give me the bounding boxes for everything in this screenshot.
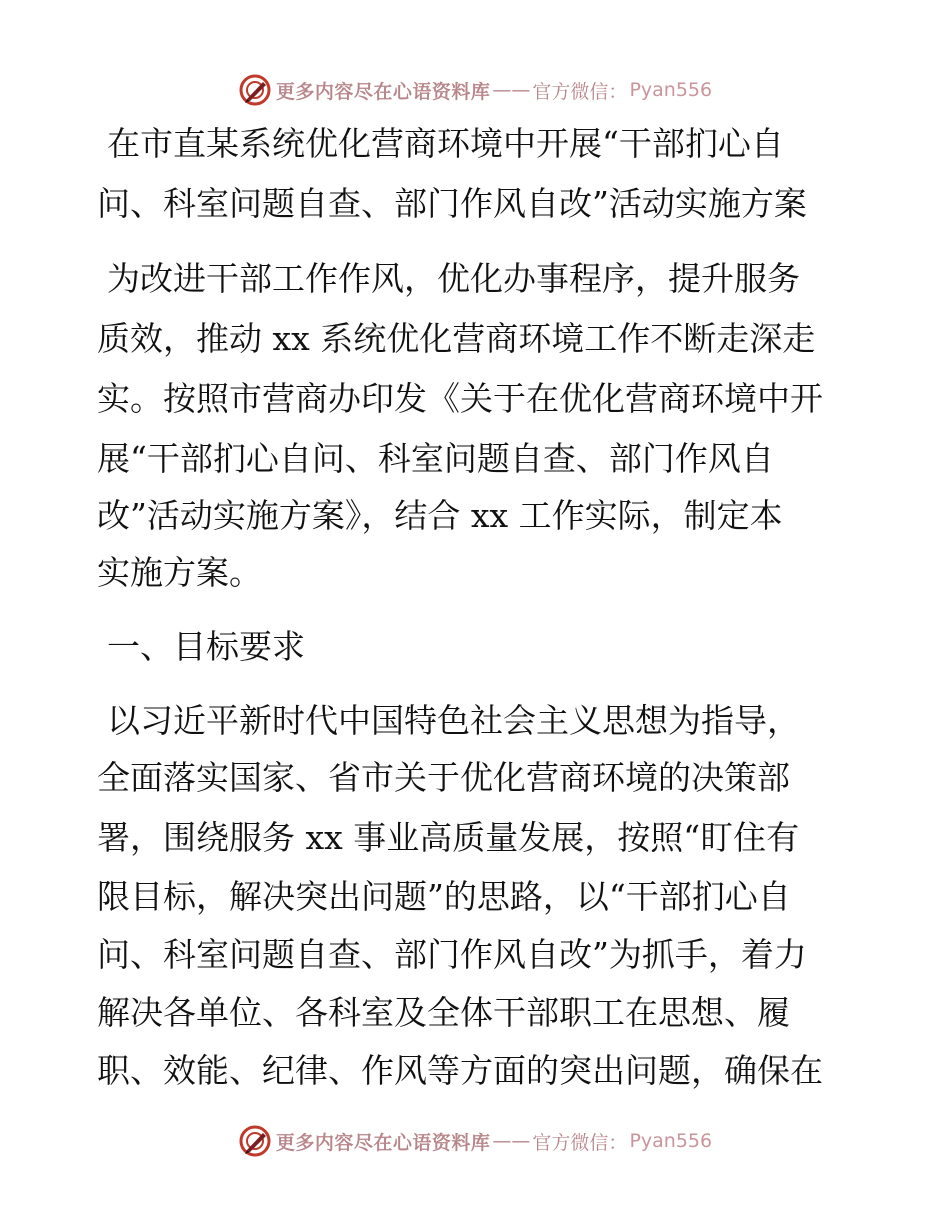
watermark-wechat-label: 官方微信：	[532, 80, 628, 103]
section1-paragraph-line-1: 以习近平新时代中国特色社会主义思想为指导，	[107, 701, 800, 740]
section1-paragraph-line-2: 全面落实国家、省市关于优化营商环境的决策部	[97, 758, 790, 797]
intro-paragraph-line-6: 实施方案。	[97, 553, 262, 592]
red-circle-pen-logo-icon	[238, 73, 272, 107]
section1-paragraph-line-3: 署，围绕服务 xx 事业高质量发展，按照“盯住有	[97, 818, 800, 857]
watermark-separator: ——	[492, 1130, 531, 1152]
intro-paragraph-line-3: 实。按照市营商办印发《关于在优化营商环境中开	[97, 379, 823, 418]
intro-paragraph-line-4: 展“干部扪心自问、科室问题自查、部门作风自	[97, 439, 774, 478]
section1-paragraph-line-7: 职、效能、纪律、作风等方面的突出问题，确保在	[97, 1051, 823, 1090]
watermark-main-text: 更多内容尽在心语资料库	[275, 80, 491, 103]
watermark-main-text: 更多内容尽在心语资料库	[275, 1131, 491, 1154]
watermark-banner-top	[0, 70, 950, 110]
section1-paragraph-line-5: 问、科室问题自查、部门作风自改”为抓手，着力	[97, 935, 807, 974]
watermark-wechat-id: Pyan556	[629, 79, 713, 101]
intro-paragraph-line-1: 为改进干部工作作风，优化办事程序，提升服务	[107, 259, 800, 298]
document-title-line-1: 在市直某系统优化营商环境中开展“干部扪心自	[107, 124, 784, 163]
watermark-wechat-id: Pyan556	[629, 1130, 713, 1152]
intro-paragraph-line-5: 改”活动实施方案》，结合 xx 工作实际，制定本	[97, 496, 783, 535]
watermark-banner-bottom	[0, 1121, 950, 1161]
intro-paragraph-line-2: 质效，推动 xx 系统优化营商环境工作不断走深走	[97, 319, 816, 358]
section1-paragraph-line-4: 限目标，解决突出问题”的思路，以“干部扪心自	[97, 877, 791, 916]
section1-paragraph-line-6: 解决各单位、各科室及全体干部职工在思想、履	[97, 993, 790, 1032]
watermark-wechat-label: 官方微信：	[532, 1131, 628, 1154]
section-heading-goals: 一、目标要求	[107, 627, 305, 666]
watermark-separator: ——	[492, 79, 531, 101]
document-title-line-2: 问、科室问题自查、部门作风自改”活动实施方案	[97, 184, 807, 223]
red-circle-pen-logo-icon	[238, 1124, 272, 1158]
